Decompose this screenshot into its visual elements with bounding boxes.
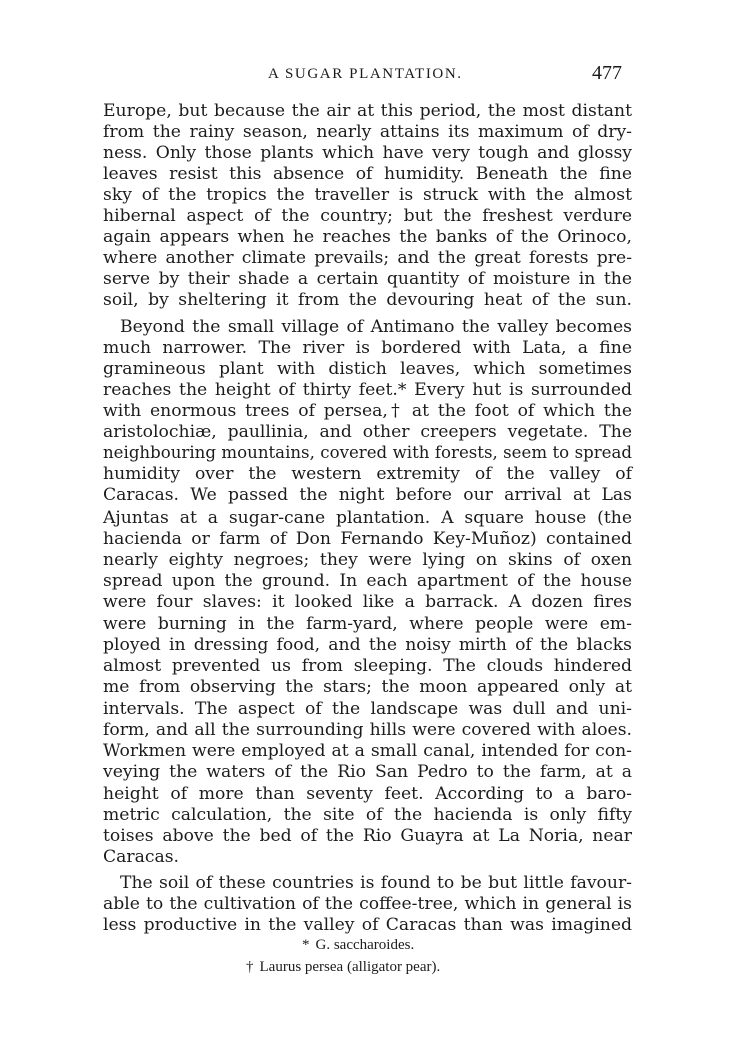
body-line-37: The soil of these countries is found to be but little favour-	[120, 873, 632, 893]
body-line-39: less productive in the valley of Caracas than was imagined	[103, 915, 632, 935]
body-line-29: intervals. The aspect of the landscape was dull and uni-	[103, 699, 632, 719]
body-line-17: neighbouring mountains, covered with forests, seem to spread	[103, 443, 632, 462]
body-line-6: hibernal aspect of the country; but the freshest verdure	[103, 206, 632, 226]
body-line-36: Caracas.	[103, 847, 180, 867]
body-line-4: leaves resist this absence of humidity. Beneath the fine	[103, 164, 632, 184]
body-line-25: were burning in the farm-yard, where people were em-	[103, 614, 632, 634]
body-line-15: with enormous trees of persea,† at the foot of which the	[103, 401, 632, 421]
body-line-22: nearly eighty negroes; they were lying on skins of oxen	[103, 550, 632, 570]
body-line-1: Europe, but because the air at this period, the most distant	[103, 101, 632, 121]
body-line-7: again appears when he reaches the banks of the Orinoco,	[103, 227, 632, 247]
body-line-19: Caracas. We passed the night before our arrival at Las	[103, 485, 632, 505]
footnote-mark: *	[302, 937, 310, 953]
body-line-33: height of more than seventy feet. According to a baro-	[103, 784, 632, 804]
body-line-35: toises above the bed of the Rio Guayra at La Noria, near	[103, 826, 632, 846]
body-line-18: humidity over the western extremity of the valley of	[103, 464, 632, 484]
body-line-13: gramineous plant with distich leaves, which sometimes	[103, 359, 632, 379]
body-line-34: metric calculation, the site of the hacienda is only fifty	[103, 805, 632, 825]
body-line-5: sky of the tropics the traveller is struck with the almost	[103, 185, 632, 205]
body-line-27: almost prevented us from sleeping. The clouds hindered	[103, 656, 632, 676]
body-line-11: Beyond the small village of Antimano the valley becomes	[120, 317, 632, 337]
footnote-2	[246, 959, 440, 976]
body-line-32: veying the waters of the Rio San Pedro to the farm, at a	[103, 762, 632, 782]
body-line-30: form, and all the surrounding hills were covered with aloes.	[103, 720, 632, 740]
body-line-14: reaches the height of thirty feet.* Every hut is surrounded	[103, 380, 632, 400]
body-line-8: where another climate prevails; and the great forests pre-	[103, 248, 632, 268]
body-line-23: spread upon the ground. In each apartment of the house	[103, 571, 632, 591]
body-line-12: much narrower. The river is bordered with Lata, a fine	[103, 338, 632, 358]
body-line-2: from the rainy season, nearly attains its maximum of dry-	[103, 122, 632, 142]
body-line-24: were four slaves: it looked like a barrack. A dozen fires	[103, 592, 632, 612]
footnote-1	[302, 937, 414, 954]
body-line-3: ness. Only those plants which have very tough and glossy	[103, 143, 632, 163]
body-line-38: able to the cultivation of the coffee-tree, which in general is	[103, 894, 632, 914]
body-line-10: soil, by sheltering it from the devouring heat of the sun.	[103, 290, 632, 310]
body-line-20: Ajuntas at a sugar-cane plantation. A square house (the	[103, 508, 632, 528]
body-line-21: hacienda or farm of Don Fernando Key-Muñoz) contained	[103, 529, 632, 549]
running-title: A SUGAR PLANTATION.	[268, 66, 463, 82]
page-number: 477	[592, 62, 622, 84]
body-line-16: aristolochiæ, paullinia, and other creepers vegetate. The	[103, 422, 632, 442]
footnote-text: G. saccharoides.	[315, 937, 415, 953]
body-line-26: ployed in dressing food, and the noisy mirth of the blacks	[103, 635, 632, 655]
body-line-31: Workmen were employed at a small canal, intended for con-	[103, 741, 632, 761]
body-line-9: serve by their shade a certain quantity of moisture in the	[103, 269, 632, 289]
body-line-28: me from observing the stars; the moon appeared only at	[103, 677, 632, 697]
footnote-text: Laurus persea (alligator pear).	[259, 959, 441, 975]
footnote-mark: †	[246, 959, 254, 975]
